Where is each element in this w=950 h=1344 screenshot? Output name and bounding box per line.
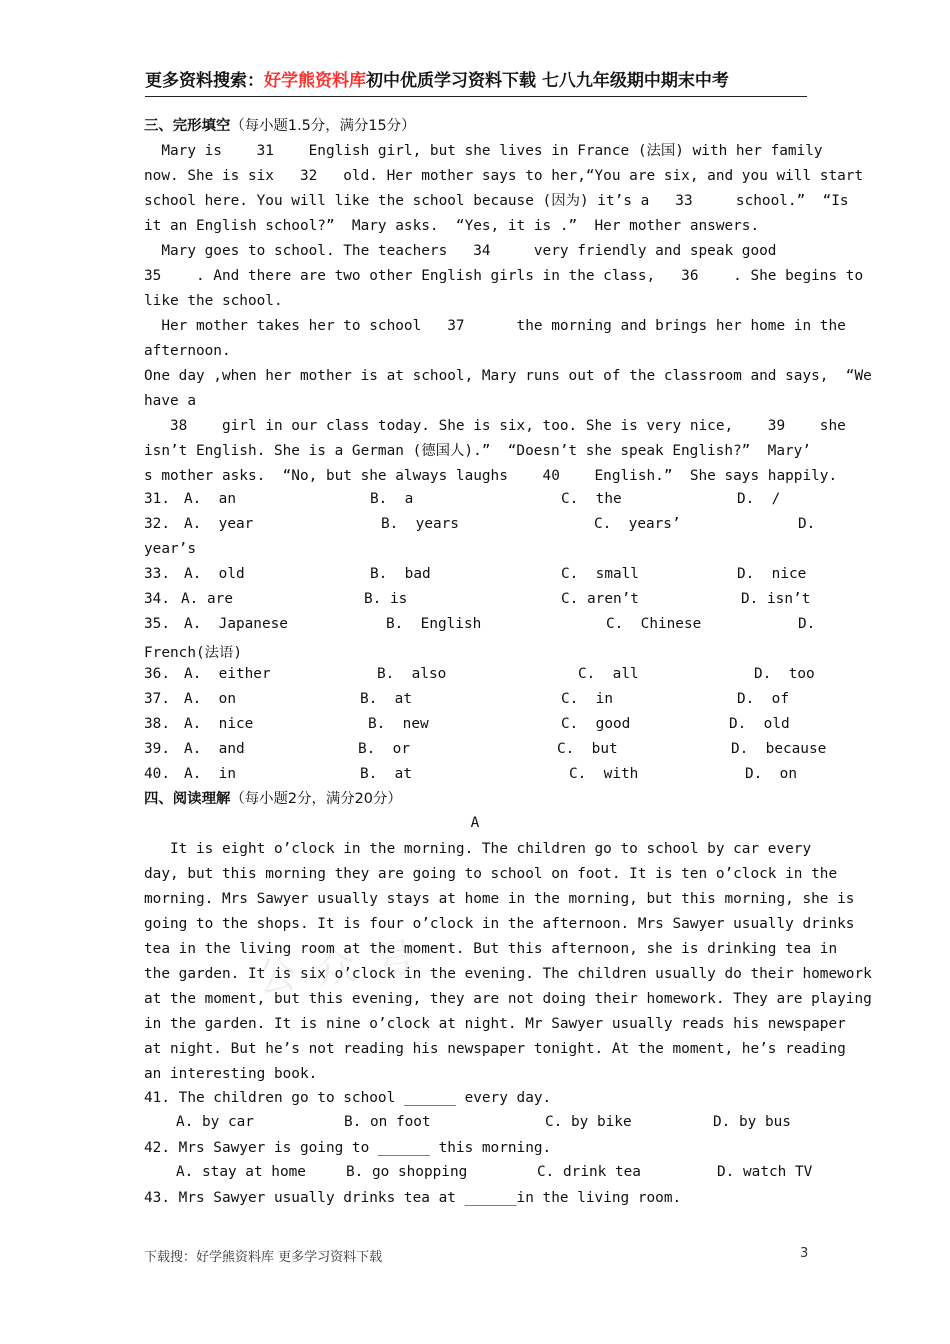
question-number: 31. bbox=[144, 491, 170, 507]
cloze-line: s mother asks. “No, but she always laughs 40 English.” She says happily. bbox=[144, 468, 838, 484]
question-40-option-b[interactable]: B. at bbox=[360, 766, 412, 782]
question-39-option-d[interactable]: D. because bbox=[731, 741, 827, 757]
question-33-option-c[interactable]: C. small bbox=[561, 566, 639, 582]
cloze-line: isn’t English. She is a German (德国人).” “Doesn’t she speak English?” Mary’ bbox=[144, 443, 811, 459]
page-header bbox=[145, 66, 807, 97]
question-number: 36. bbox=[144, 666, 170, 682]
question-40-option-d[interactable]: D. on bbox=[745, 766, 797, 782]
cloze-section-title: 三、完形填空 bbox=[144, 118, 231, 134]
reading-section-title: 四、阅读理解 bbox=[144, 791, 231, 807]
question-37-option-b[interactable]: B. at bbox=[360, 691, 412, 707]
question-40-option-a[interactable]: A. in bbox=[184, 766, 236, 782]
reading-section-heading bbox=[144, 790, 402, 808]
cloze-line: Mary is 31 English girl, but she lives in France (法国) with her family bbox=[144, 143, 823, 159]
q41-option-a[interactable]: A. by car bbox=[176, 1114, 254, 1130]
question-33-option-d[interactable]: D. nice bbox=[737, 566, 807, 582]
question-36-option-c[interactable]: C. all bbox=[578, 666, 639, 682]
question-32-option-a[interactable]: A. year bbox=[184, 516, 254, 532]
question-38-option-b[interactable]: B. new bbox=[368, 716, 429, 732]
question-37-option-c[interactable]: C. in bbox=[561, 691, 613, 707]
question-31-option-c[interactable]: C. the bbox=[561, 491, 622, 507]
question-33-option-a[interactable]: A. old bbox=[184, 566, 245, 582]
question-31-option-a[interactable]: A. an bbox=[184, 491, 236, 507]
question-number: 35. bbox=[144, 616, 170, 632]
question-number: 39. bbox=[144, 741, 170, 757]
cloze-line: 38 girl in our class today. She is six, too. She is very nice, 39 she bbox=[144, 418, 846, 434]
reading-line: tea in the living room at the moment. But this afternoon, she is drinking tea in bbox=[144, 941, 838, 957]
reading-line: going to the shops. It is four o’clock in the afternoon. Mrs Sawyer usually drinks bbox=[144, 916, 855, 932]
cloze-line: now. She is six 32 old. Her mother says to her,“You are six, and you will start bbox=[144, 168, 864, 184]
q42-option-d[interactable]: D. watch TV bbox=[717, 1164, 813, 1180]
cloze-line: school here. You will like the school because (因为) it’s a 33 school.” “Is bbox=[144, 193, 849, 209]
question-36-option-b[interactable]: B. also bbox=[377, 666, 447, 682]
footer-text: 下载搜：好学熊资料库 更多学习资料下载 bbox=[144, 1250, 383, 1265]
reading-line: an interesting book. bbox=[144, 1066, 318, 1082]
cloze-line: Her mother takes her to school 37 the morning and brings her home in the bbox=[144, 318, 846, 334]
q42-option-a[interactable]: A. stay at home bbox=[176, 1164, 306, 1180]
watermark: 公众号 bbox=[253, 931, 438, 1003]
question-number: 33. bbox=[144, 566, 170, 582]
reading-line: at night. But he’s not reading his newspaper tonight. At the moment, he’s reading bbox=[144, 1041, 846, 1057]
question-38-option-c[interactable]: C. good bbox=[561, 716, 631, 732]
question-33-option-b[interactable]: B. bad bbox=[370, 566, 431, 582]
question-31-option-b[interactable]: B. a bbox=[370, 491, 414, 507]
question-number: 38. bbox=[144, 716, 170, 732]
cloze-line: it an English school?” Mary asks. “Yes, it is .” Her mother answers. bbox=[144, 218, 760, 234]
question-34-option-b[interactable]: B. is bbox=[364, 591, 408, 607]
header-brand[interactable]: 好学熊资料库 bbox=[264, 71, 366, 91]
q42-option-b[interactable]: B. go shopping bbox=[346, 1164, 468, 1180]
reading-line: at the moment, but this evening, they are not doing their homework. They are playing bbox=[144, 991, 872, 1007]
reading-line: in the garden. It is nine o’clock at night. Mr Sawyer usually reads his newspaper bbox=[144, 1016, 846, 1032]
q41-option-b[interactable]: B. on foot bbox=[344, 1114, 431, 1130]
q41-option-c[interactable]: C. by bike bbox=[545, 1114, 632, 1130]
reading-section-note: （每小题2分，满分20分） bbox=[230, 791, 402, 807]
question-34-option-d[interactable]: D. isn’t bbox=[741, 591, 811, 607]
cloze-section-note: （每小题1.5分，满分15分） bbox=[230, 118, 416, 134]
reading-line: day, but this morning they are going to school on foot. It is ten o’clock in the bbox=[144, 866, 838, 882]
question-number: 34. bbox=[144, 591, 170, 607]
q42-stem: 42. Mrs Sawyer is going to ______ this morning. bbox=[144, 1140, 552, 1156]
question-number: 37. bbox=[144, 691, 170, 707]
cloze-line: 35 . And there are two other English girls in the class, 36 . She begins to bbox=[144, 268, 864, 284]
question-number: 32. bbox=[144, 516, 170, 532]
question-36-option-a[interactable]: A. either bbox=[184, 666, 271, 682]
passage-label: A bbox=[470, 815, 480, 831]
question-36-option-d[interactable]: D. too bbox=[754, 666, 815, 682]
question-39-option-c[interactable]: C. but bbox=[557, 741, 618, 757]
cloze-line: Mary goes to school. The teachers 34 very friendly and speak good bbox=[144, 243, 777, 259]
question-number: 40. bbox=[144, 766, 170, 782]
q41-stem: 41. The children go to school ______ every day. bbox=[144, 1090, 552, 1106]
question-37-option-d[interactable]: D. of bbox=[737, 691, 789, 707]
cloze-section-heading bbox=[144, 117, 415, 135]
question-34-option-a[interactable]: A. are bbox=[181, 591, 233, 607]
cloze-line: like the school. bbox=[144, 293, 283, 309]
question-31-option-d[interactable]: D. / bbox=[737, 491, 781, 507]
page-number: 3 bbox=[800, 1246, 809, 1261]
q42-option-c[interactable]: C. drink tea bbox=[537, 1164, 641, 1180]
cloze-line: One day ,when her mother is at school, Mary runs out of the classroom and says, “We bbox=[144, 368, 872, 384]
question-39-option-a[interactable]: A. and bbox=[184, 741, 245, 757]
question-34-option-c[interactable]: C. aren’t bbox=[561, 591, 639, 607]
question-32-option-c[interactable]: C. years’ bbox=[594, 516, 681, 532]
question-35-option-d[interactable]: D. bbox=[798, 616, 816, 632]
cloze-line: afternoon. bbox=[144, 343, 231, 359]
question-32-option-d-wrap: year’s bbox=[144, 541, 196, 557]
header-suffix: 初中优质学习资料下载 七八九年级期中期末中考 bbox=[366, 71, 729, 91]
reading-line: the garden. It is six o’clock in the evening. The children usually do their homework bbox=[144, 966, 872, 982]
reading-line: morning. Mrs Sawyer usually stays at home in the morning, but this morning, she is bbox=[144, 891, 855, 907]
question-35-option-b[interactable]: B. English bbox=[386, 616, 482, 632]
question-35-option-a[interactable]: A. Japanese bbox=[184, 616, 288, 632]
question-32-option-d[interactable]: D. bbox=[798, 516, 816, 532]
question-38-option-a[interactable]: A. nice bbox=[184, 716, 254, 732]
q41-option-d[interactable]: D. by bus bbox=[713, 1114, 791, 1130]
question-35-option-d-wrap: French(法语) bbox=[144, 645, 243, 661]
q43-stem: 43. Mrs Sawyer usually drinks tea at ______in the living room. bbox=[144, 1190, 682, 1206]
question-37-option-a[interactable]: A. on bbox=[184, 691, 236, 707]
cloze-line: have a bbox=[144, 393, 196, 409]
question-32-option-b[interactable]: B. years bbox=[381, 516, 459, 532]
question-40-option-c[interactable]: C. with bbox=[569, 766, 639, 782]
question-35-option-c[interactable]: C. Chinese bbox=[606, 616, 702, 632]
question-39-option-b[interactable]: B. or bbox=[358, 741, 410, 757]
reading-line: It is eight o’clock in the morning. The children go to school by car every bbox=[144, 841, 812, 857]
header-prefix: 更多资料搜索： bbox=[145, 71, 264, 91]
question-38-option-d[interactable]: D. old bbox=[729, 716, 790, 732]
